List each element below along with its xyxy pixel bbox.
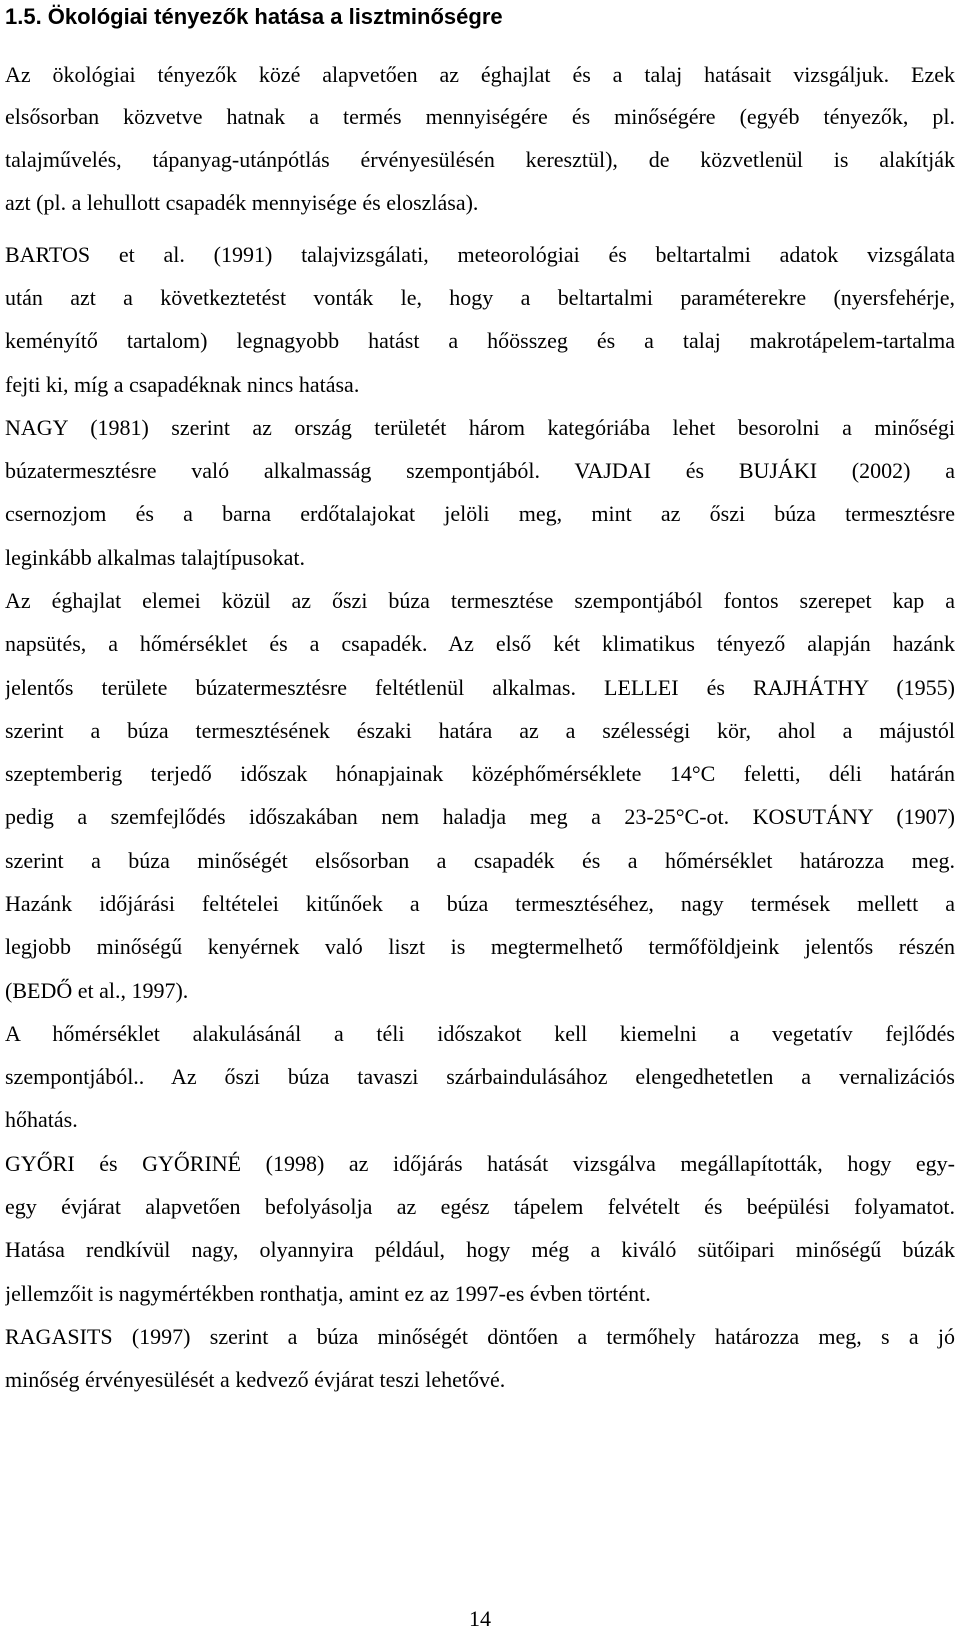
body-line: egy évjárat alapvetően befolyásolja az egész tápelem felvételt és beépülési folyamatot. (5, 1194, 955, 1219)
body-line: jelentős területe búzatermesztésre feltétlenül alkalmas. LELLEI és RAJHÁTHY (1955) (5, 675, 955, 700)
body-line: BARTOS et al. (1991) talajvizsgálati, meteorológiai és beltartalmi adatok vizsgálata (5, 242, 955, 267)
body-line: szerint a búza termesztésének északi határa az a szélességi kör, ahol a májustól (5, 718, 955, 743)
page-number: 14 (469, 1606, 491, 1631)
body-line: után azt a következtetést vonták le, hogy a beltartalmi paraméterekre (nyersfehérje, (5, 285, 955, 310)
body-line: pedig a szemfejlődés időszakában nem haladja meg a 23-25°C-ot. KOSUTÁNY (1907) (5, 804, 955, 829)
body-line: szeptemberig terjedő időszak hónapjainak középhőmérséklete 14°C feletti, déli határán (5, 761, 955, 786)
body-line: Hatása rendkívül nagy, olyannyira például, hogy még a kiváló sütőipari minőségű búzák (5, 1237, 955, 1262)
body-line: A hőmérséklet alakulásánál a téli időszakot kell kiemelni a vegetatív fejlődés (5, 1021, 955, 1046)
body-line: fejti ki, míg a csapadéknak nincs hatása. (5, 372, 360, 397)
body-line: szerint a búza minőségét elsősorban a csapadék és a hőmérséklet határozza meg. (5, 848, 955, 873)
body-line: legjobb minőségű kenyérnek való liszt is megtermelhető termőföldjeink jelentős részén (5, 934, 955, 959)
body-line: Hazánk időjárási feltételei kitűnőek a búza termesztéséhez, nagy termések mellett a (5, 891, 955, 916)
body-line: RAGASITS (1997) szerint a búza minőségét döntően a termőhely határozza meg, s a jó (5, 1324, 955, 1349)
body-line: keményítő tartalom) legnagyobb hatást a hőösszeg és a talaj makrotápelem-tartalma (5, 328, 955, 353)
body-line: (BEDŐ et al., 1997). (5, 978, 189, 1003)
body-line: csernozjom és a barna erdőtalajokat jelöli meg, mint az őszi búza termesztésre (5, 501, 955, 526)
body-line: elsősorban közvetve hatnak a termés mennyiségére és minőségére (egyéb tényezők, pl. (5, 104, 955, 129)
section-heading: 1.5. Ökológiai tényezők hatása a lisztminőségre (5, 4, 503, 29)
body-line: napsütés, a hőmérséklet és a csapadék. Az első két klimatikus tényező alapján hazánk (5, 631, 955, 656)
body-line: leginkább alkalmas talajtípusokat. (5, 545, 305, 570)
body-line: talajművelés, tápanyag-utánpótlás érvényesülésén keresztül), de közvetlenül is alakítják (5, 147, 955, 172)
body-line: szempontjából.. Az őszi búza tavaszi szárbaindulásához elengedhetetlen a vernalizációs (5, 1064, 955, 1089)
body-line: jellemzőit is nagymértékben ronthatja, amint ez az 1997-es évben történt. (5, 1281, 651, 1306)
body-line: GYŐRI és GYŐRINÉ (1998) az időjárás hatását vizsgálva megállapították, hogy egy- (5, 1151, 955, 1176)
body-line: hőhatás. (5, 1107, 78, 1132)
body-line: Az éghajlat elemei közül az őszi búza termesztése szempontjából fontos szerepet kap a (5, 588, 955, 613)
body-line: Az ökológiai tényezők közé alapvetően az éghajlat és a talaj hatásait vizsgáljuk. Ezek (5, 62, 955, 87)
body-line: azt (pl. a lehullott csapadék mennyisége és eloszlása). (5, 190, 479, 215)
body-line: NAGY (1981) szerint az ország területét három kategóriába lehet besorolni a minőségi (5, 415, 955, 440)
body-line: búzatermesztésre való alkalmasság szempontjából. VAJDAI és BUJÁKI (2002) a (5, 458, 955, 483)
body-line: minőség érvényesülését a kedvező évjárat teszi lehetővé. (5, 1367, 506, 1392)
